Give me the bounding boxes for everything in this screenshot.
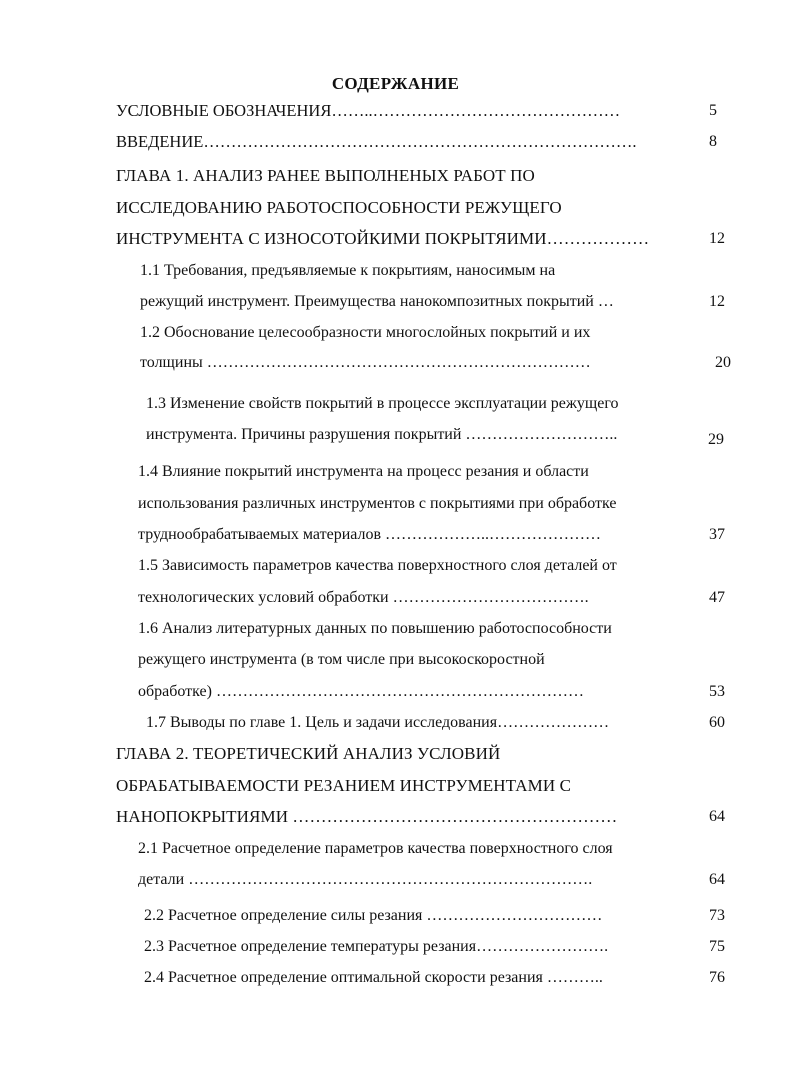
toc-entry-1-3-line-1: 1.3 Изменение свойств покрытий в процессе эксплуатации режущего [146, 395, 619, 412]
toc-page-abbreviations: 5 [709, 102, 717, 119]
toc-entry-1-2-line-2: толщины ……………………………………………………………… [140, 354, 591, 371]
toc-page-1-1: 12 [709, 293, 725, 310]
toc-page-chapter-2: 64 [709, 808, 725, 825]
toc-entry-1-5-line-2: технологических условий обработки ………………………………. [138, 589, 589, 606]
toc-entry-1-4-line-1: 1.4 Влияние покрытий инструмента на процесс резания и области [138, 463, 589, 480]
toc-entry-1-7: 1.7 Выводы по главе 1. Цель и задачи исследования………………… [146, 714, 610, 731]
toc-entry-1-4-line-2: использования различных инструментов с покрытиями при обработке [138, 495, 617, 512]
toc-page-introduction: 8 [709, 133, 717, 150]
toc-page-2-2: 73 [709, 907, 725, 924]
toc-page-1-4: 37 [709, 526, 725, 543]
toc-entry-1-6-line-3: обработке) …………………………………………………………… [138, 683, 584, 700]
toc-title: СОДЕРЖАНИЕ [331, 74, 460, 93]
toc-chapter-1-line-3: ИНСТРУМЕНТА С ИЗНОСОТОЙКИМИ ПОКРЫТЯИМИ……………… [116, 229, 650, 248]
toc-page-1-5: 47 [709, 589, 725, 606]
toc-page-2-3: 75 [709, 938, 725, 955]
toc-entry-2-2: 2.2 Расчетное определение силы резания …………………………… [144, 907, 603, 924]
toc-entry-1-5-line-1: 1.5 Зависимость параметров качества поверхностного слоя деталей от [138, 557, 617, 574]
toc-entry-1-1-line-2: режущий инструмент. Преимущества нанокомпозитных покрытий … [140, 293, 614, 310]
toc-entry-1-4-line-3: труднообрабатываемых материалов ………………..………………… [138, 526, 602, 543]
toc-entry-2-4: 2.4 Расчетное определение оптимальной скорости резания ……….. [144, 969, 603, 986]
toc-page-1-6: 53 [709, 683, 725, 700]
toc-page-2-1: 64 [709, 871, 725, 888]
toc-page-2-4: 76 [709, 969, 725, 986]
toc-entry-1-3-line-2: инструмента. Причины разрушения покрытий ……………………….. [146, 426, 618, 443]
toc-page-chapter-1: 12 [709, 230, 725, 247]
toc-entry-2-1-line-2: детали …………………………………………………………………. [138, 871, 593, 888]
toc-chapter-2-line-1: ГЛАВА 2. ТЕОРЕТИЧЕСКИЙ АНАЛИЗ УСЛОВИЙ [116, 744, 501, 763]
toc-entry-1-6-line-1: 1.6 Анализ литературных данных по повышению работоспособности [138, 620, 612, 637]
toc-chapter-2-line-3: НАНОПОКРЫТИЯМИ ………………………………………………… [116, 807, 618, 826]
toc-entry-2-1-line-1: 2.1 Расчетное определение параметров качества поверхностного слоя [138, 840, 613, 857]
toc-entry-introduction: ВВЕДЕНИЕ……………………………………………………………………. [116, 132, 637, 151]
toc-chapter-1-line-1: ГЛАВА 1. АНАЛИЗ РАНЕЕ ВЫПОЛНЕНЫХ РАБОТ ПО [116, 166, 535, 185]
toc-chapter-2-line-2: ОБРАБАТЫВАЕМОСТИ РЕЗАНИЕМ ИНСТРУМЕНТАМИ С [116, 776, 572, 795]
toc-entry-abbreviations: УСЛОВНЫЕ ОБОЗНАЧЕНИЯ……..……………………………………… [116, 101, 621, 120]
toc-entry-2-3: 2.3 Расчетное определение температуры резания……………………. [144, 938, 609, 955]
toc-entry-1-1-line-1: 1.1 Требования, предъявляемые к покрытиям, наносимым на [140, 262, 556, 279]
toc-page-1-2: 20 [715, 354, 731, 371]
toc-page-1-3: 29 [708, 431, 724, 448]
toc-chapter-1-line-2: ИССЛЕДОВАНИЮ РАБОТОСПОСОБНОСТИ РЕЖУЩЕГО [116, 198, 562, 217]
toc-entry-1-6-line-2: режущего инструмента (в том числе при высокоскоростной [138, 651, 545, 668]
toc-entry-1-2-line-1: 1.2 Обоснование целесообразности многослойных покрытий и их [140, 324, 591, 341]
toc-page-1-7: 60 [709, 714, 725, 731]
